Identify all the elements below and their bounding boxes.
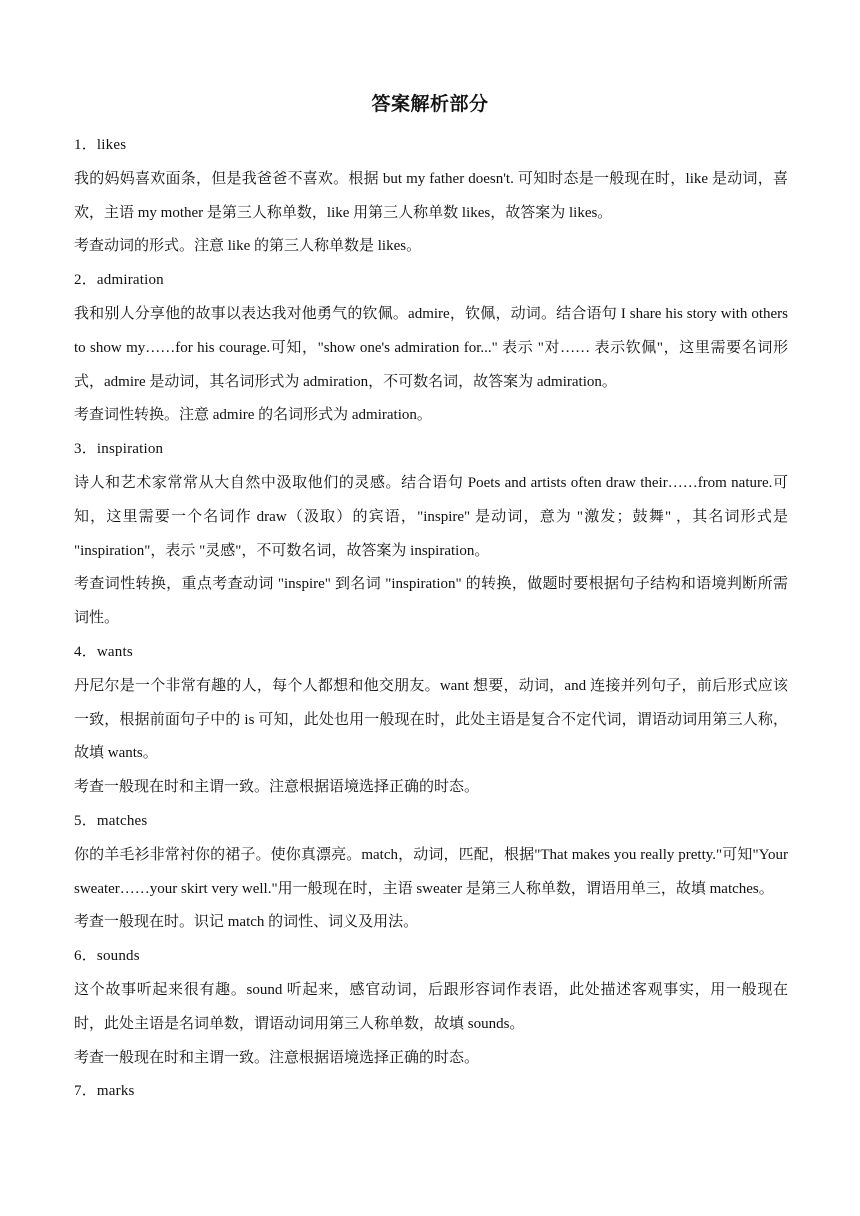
item-note: 考查词性转换，重点考查动词 "inspire" 到名词 "inspiration" 的转换，做题时要根据句子结构和语境判断所需词性。 xyxy=(74,576,788,627)
answer-item-5 xyxy=(74,805,788,940)
item-note: 考查一般现在时。识记 match 的词性、词义及用法。 xyxy=(74,914,419,931)
item-heading: 7．marks xyxy=(74,1083,135,1100)
item-note: 考查动词的形式。注意 like 的第三人称单数是 likes。 xyxy=(74,238,422,255)
item-explanation: 你的羊毛衫非常衬你的裙子。使你真漂亮。match，动词，匹配，根据"That makes you really pretty."可知"Your sweater……your skirt very well."用一般现在时，主语 sweater 是第三人称单数，谓语用单三，故填 matches。 xyxy=(74,846,788,897)
item-explanation: 丹尼尔是一个非常有趣的人，每个人都想和他交朋友。want 想要，动词，and 连接并列句子，前后形式应该一致，根据前面句子中的 is 可知，此处也用一般现在时，此处主语是复合不定代词，谓语动词用第三人称，故填 wants。 xyxy=(74,677,788,762)
answer-item-6 xyxy=(74,940,788,1075)
answer-item-2 xyxy=(74,264,788,433)
item-heading: 5．matches xyxy=(74,812,148,829)
item-note: 考查词性转换。注意 admire 的名词形式为 admiration。 xyxy=(74,407,432,424)
answer-content xyxy=(74,129,788,1109)
item-note: 考查一般现在时和主谓一致。注意根据语境选择正确的时态。 xyxy=(74,1049,480,1066)
item-heading: 3．inspiration xyxy=(74,441,164,458)
answer-item-1 xyxy=(74,129,788,264)
item-heading: 4．wants xyxy=(74,643,133,660)
answer-item-7 xyxy=(74,1075,788,1109)
answer-item-3 xyxy=(74,433,788,636)
item-heading: 1．likes xyxy=(74,137,127,153)
page-title: 答案解析部分 xyxy=(371,93,489,115)
item-explanation: 我和别人分享他的故事以表达我对他勇气的钦佩。admire，钦佩，动词。结合语句 I share his story with others to show my……for his courage.可知，"show one's admiration for..." 表示 "对…… 表示钦佩"，这里需要名词形式，admire 是动词，其名词形式为 admiration，不可数名词，故答案为 admiration。 xyxy=(74,305,788,390)
item-explanation: 我的妈妈喜欢面条，但是我爸爸不喜欢。根据 but my father doesn't. 可知时态是一般现在时，like 是动词，喜欢，主语 my mother 是第三人称单数，like 用第三人称单数 likes，故答案为 likes。 xyxy=(74,170,788,221)
item-heading: 6．sounds xyxy=(74,948,140,965)
item-explanation: 这个故事听起来很有趣。sound 听起来，感官动词，后跟形容词作表语，此处描述客观事实，用一般现在时，此处主语是名词单数，谓语动词用第三人称单数，故填 sounds。 xyxy=(74,981,788,1032)
item-heading: 2．admiration xyxy=(74,272,164,289)
item-note: 考查一般现在时和主谓一致。注意根据语境选择正确的时态。 xyxy=(74,779,480,796)
item-explanation: 诗人和艺术家常常从大自然中汲取他们的灵感。结合语句 Poets and artists often draw their……from nature.可知，这里需要一个名词作 draw（汲取）的宾语，"inspire" 是动词，意为 "激发；鼓舞" ，其名词形式是 "inspiration"，表示 "灵感"，不可数名词，故答案为 inspiration。 xyxy=(74,474,788,559)
answer-item-4 xyxy=(74,636,788,805)
